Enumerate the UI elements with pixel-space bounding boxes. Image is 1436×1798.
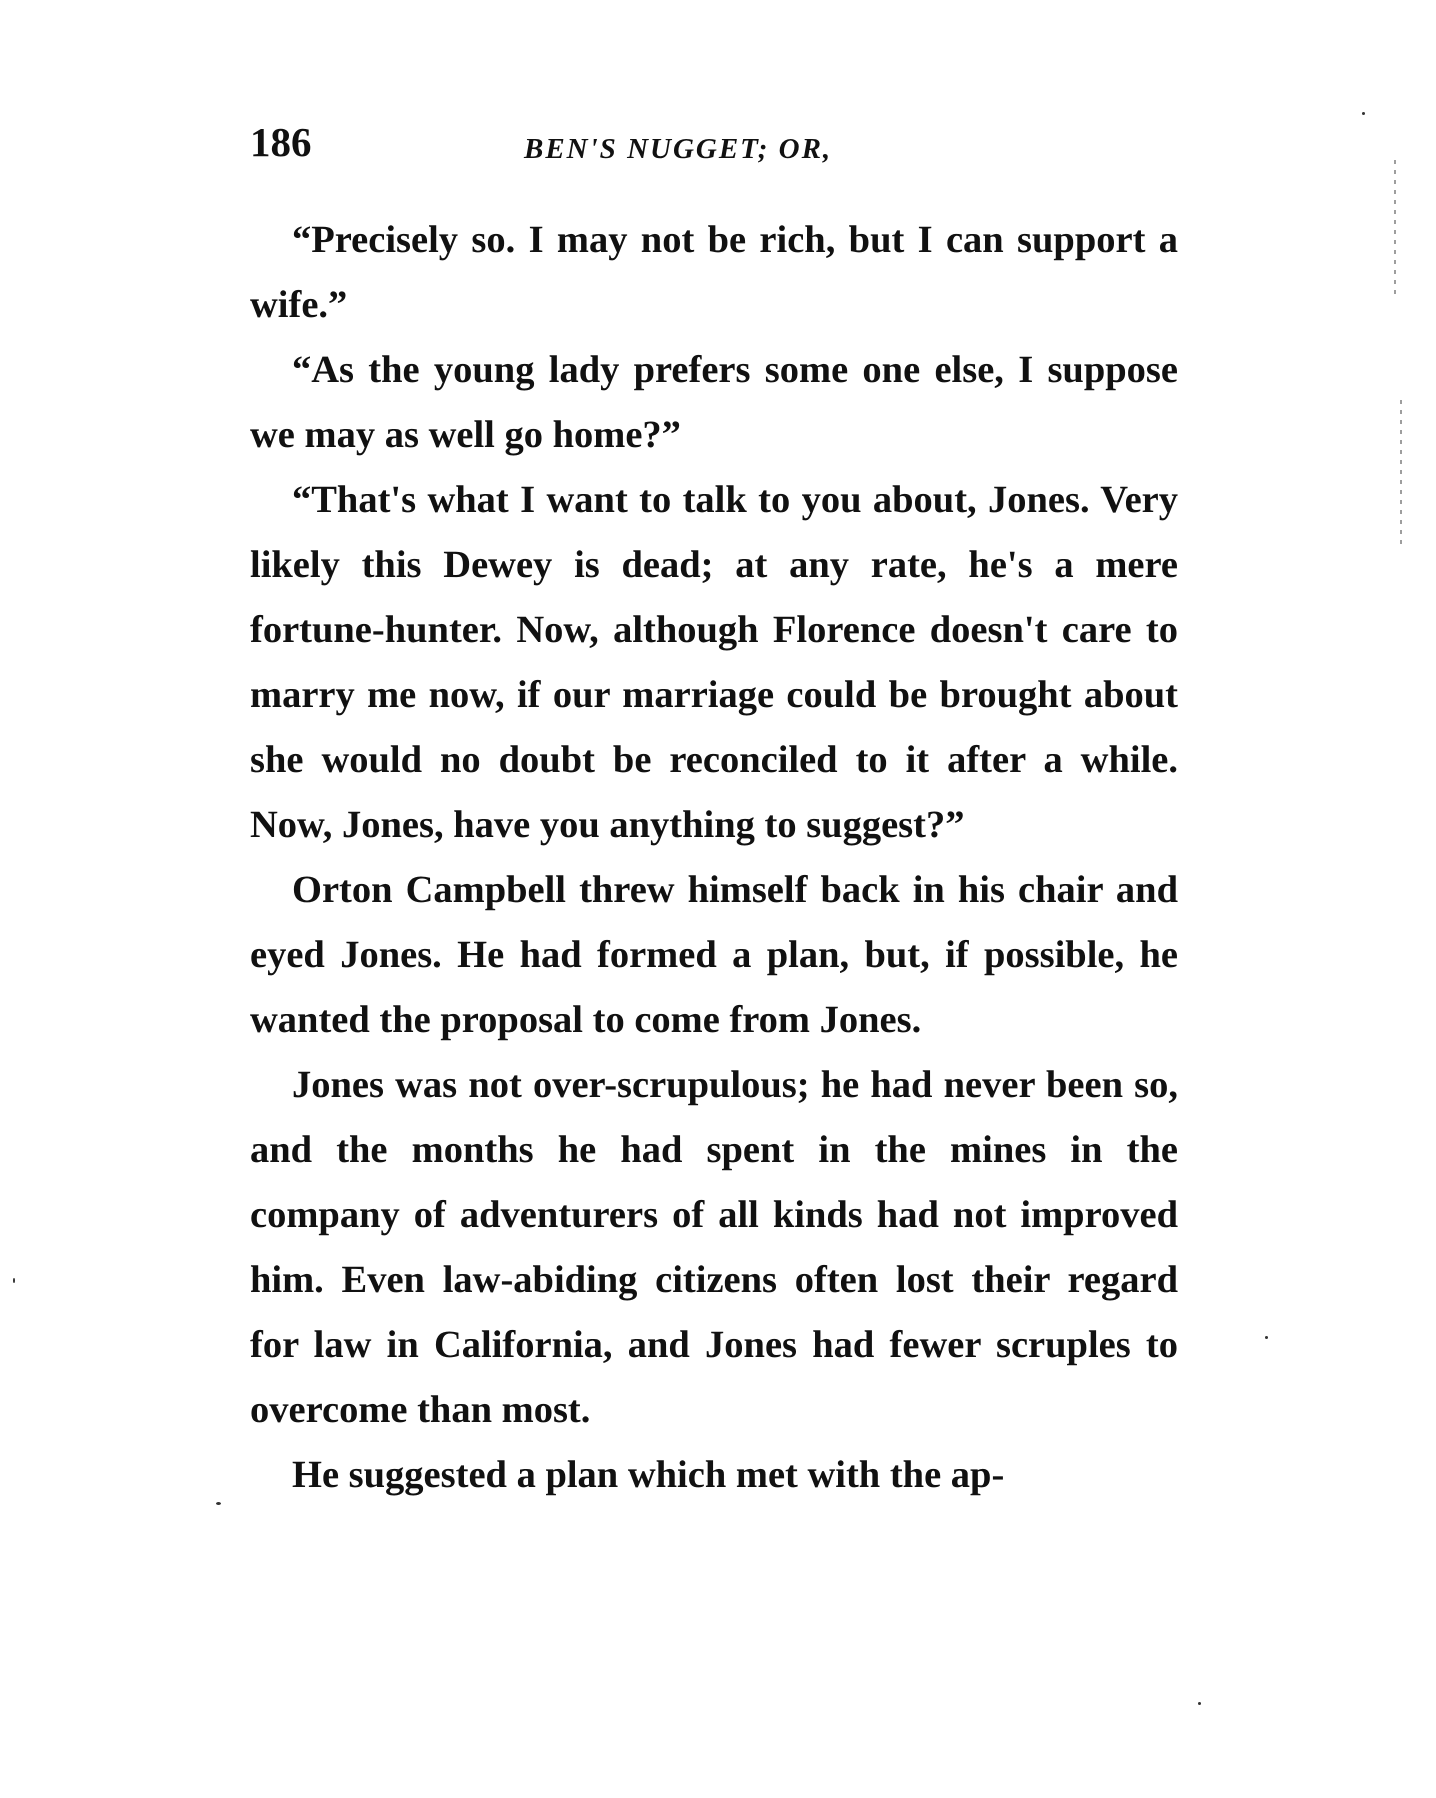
paragraph: “That's what I want to talk to you about, Jones. Very likely this Dewey is dead; at any rate, he's a mere fortune-hunter. Now, although Florence doesn't care to marry me now, if our marriage could be brought about she would no doubt be reconciled to it after a while. Now, Jones, have you anything to suggest?” <box>250 479 1178 846</box>
paragraph: Orton Campbell threw himself back in his chair and eyed Jones. He had formed a plan, but, if possible, he wanted the proposal to come from Jones. <box>250 869 1178 1041</box>
right-edge-mark-upper <box>1394 160 1396 300</box>
paragraph: “As the young lady prefers some one else, I suppose we may as well go home?” <box>250 349 1178 456</box>
print-speck <box>1362 112 1365 115</box>
page-header <box>250 118 1178 178</box>
right-edge-mark-middle <box>1400 400 1402 550</box>
print-speck <box>13 1278 15 1283</box>
running-title: BEN'S NUGGET; OR, <box>524 133 833 165</box>
print-speck <box>1265 1336 1268 1339</box>
paragraph: Jones was not over-scrupulous; he had never been so, and the months he had spent in the mines in the company of adventurers of all kinds had not improved him. Even law-abiding citizens often lost their regard for law in California, and Jones had fewer scruples to overcome than most. <box>250 1064 1178 1431</box>
print-speck <box>1198 1702 1201 1705</box>
paragraph: He suggested a plan which met with the ap- <box>292 1454 1005 1496</box>
body-text <box>250 208 1178 1508</box>
print-speck <box>216 1502 221 1505</box>
page-number: 186 <box>250 119 312 165</box>
paragraph: “Precisely so. I may not be rich, but I can support a wife.” <box>250 219 1178 326</box>
